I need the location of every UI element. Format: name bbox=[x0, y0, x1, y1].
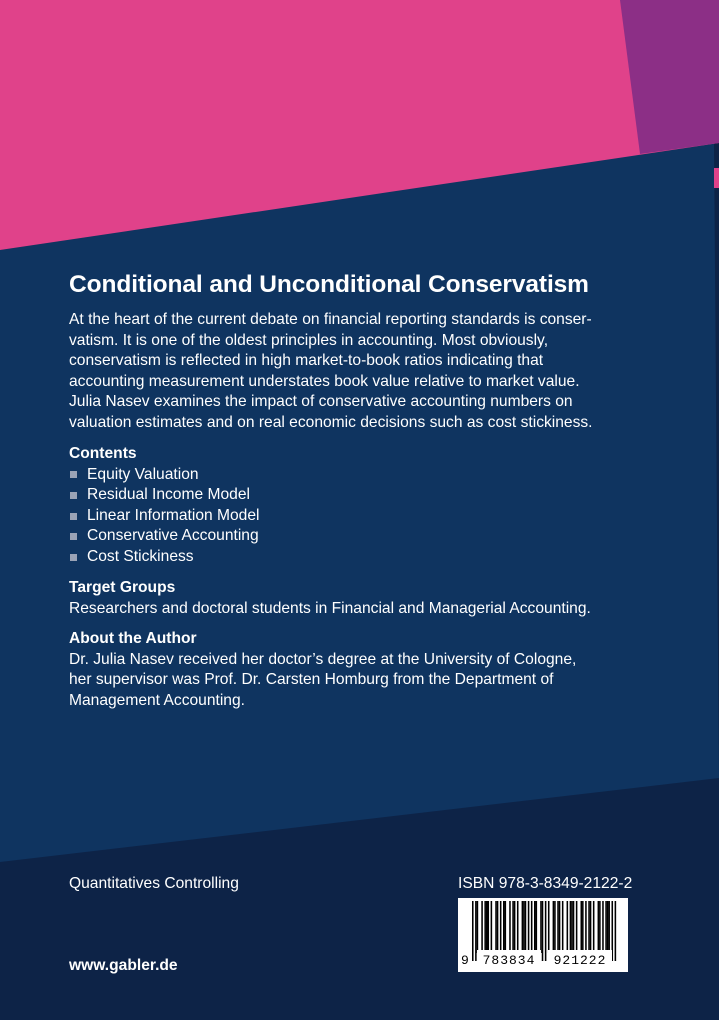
barcode-bar bbox=[491, 901, 493, 953]
intro-line: valuation estimates and on real economic decisions such as cost stickiness. bbox=[69, 413, 593, 431]
list-item-label: Conservative Accounting bbox=[87, 527, 259, 545]
barcode-bar bbox=[608, 901, 610, 953]
barcode-bar bbox=[486, 901, 488, 953]
author-line: Dr. Julia Nasev received her doctor’s degree at the University of Cologne, bbox=[69, 650, 577, 668]
barcode-bar bbox=[571, 901, 573, 953]
list-item bbox=[69, 526, 260, 547]
contents-list bbox=[69, 465, 260, 568]
intro-line: Julia Nasev examines the impact of conservative accounting numbers on bbox=[69, 393, 573, 411]
square-bullet-icon bbox=[70, 513, 77, 520]
barcode-bar bbox=[567, 901, 569, 953]
barcode-bar bbox=[481, 901, 483, 953]
barcode-bar bbox=[477, 901, 479, 953]
barcode-bar bbox=[522, 901, 524, 953]
barcode-first-digit: 9 bbox=[461, 953, 469, 968]
barcode-bar bbox=[573, 901, 575, 953]
list-item-label: Residual Income Model bbox=[87, 486, 250, 504]
barcode-bar bbox=[585, 901, 587, 953]
barcode-bar bbox=[576, 901, 578, 953]
barcode-bar bbox=[598, 901, 600, 953]
barcode-bar bbox=[607, 901, 609, 953]
target-groups-line: Researchers and doctoral students in Financial and Managerial Accounting. bbox=[69, 599, 591, 617]
target-groups-text bbox=[69, 599, 591, 620]
intro-line: At the heart of the current debate on financial reporting standards is conser- bbox=[69, 311, 592, 328]
intro-line: vatism. It is one of the oldest principles in accounting. Most obviously, bbox=[69, 331, 549, 349]
barcode-bar bbox=[517, 901, 519, 953]
barcode-bar bbox=[500, 901, 502, 953]
barcode-bar bbox=[602, 901, 604, 953]
barcode-bar bbox=[497, 901, 499, 953]
list-item-label: Equity Valuation bbox=[87, 465, 199, 483]
pink-edge-mark bbox=[714, 168, 719, 188]
barcode-bar bbox=[536, 901, 538, 953]
barcode-bar bbox=[590, 901, 592, 953]
square-bullet-icon bbox=[70, 533, 77, 540]
square-bullet-icon bbox=[70, 492, 77, 499]
intro-line: accounting measurement understates book value relative to market value. bbox=[69, 372, 580, 390]
barcode-bar bbox=[570, 901, 572, 953]
about-author-section bbox=[69, 629, 576, 711]
list-item bbox=[69, 465, 260, 486]
book-title: Conditional and Unconditional Conservatism bbox=[69, 271, 589, 298]
square-bullet-icon bbox=[70, 471, 77, 478]
list-item bbox=[69, 506, 260, 527]
publisher-website: www.gabler.de bbox=[69, 957, 178, 974]
barcode-bar bbox=[540, 901, 542, 953]
barcode-bar bbox=[523, 901, 525, 953]
about-author-text bbox=[69, 650, 576, 712]
contents-heading: Contents bbox=[69, 445, 137, 462]
intro-paragraph bbox=[69, 310, 639, 434]
barcode-bar bbox=[503, 901, 505, 953]
list-item-label: Cost Stickiness bbox=[87, 547, 194, 565]
contents-section bbox=[69, 444, 260, 568]
barcode-bar bbox=[531, 901, 533, 953]
square-bullet-icon bbox=[70, 554, 77, 561]
barcode-bar bbox=[495, 901, 497, 953]
barcode bbox=[458, 898, 628, 972]
barcode-bar bbox=[525, 901, 527, 953]
barcode-bar bbox=[605, 901, 607, 953]
barcode-bar bbox=[514, 901, 516, 953]
list-item bbox=[69, 485, 260, 506]
barcode-bar bbox=[505, 901, 507, 953]
intro-line: conservatism is reflected in high market-to-book ratios indicating that bbox=[69, 352, 544, 370]
author-line: Management Accounting. bbox=[69, 691, 245, 709]
barcode-bar bbox=[509, 901, 511, 953]
target-groups-section bbox=[69, 578, 591, 619]
barcode-bar bbox=[553, 901, 555, 953]
barcode-bar bbox=[593, 901, 595, 953]
barcode-bar bbox=[484, 901, 486, 953]
barcode-bar bbox=[588, 901, 590, 953]
about-author-heading: About the Author bbox=[69, 630, 197, 647]
barcode-digits bbox=[458, 950, 628, 970]
barcode-bar bbox=[599, 901, 601, 953]
barcode-bar bbox=[548, 901, 550, 953]
barcode-bar bbox=[512, 901, 514, 953]
list-item bbox=[69, 547, 260, 568]
target-groups-heading: Target Groups bbox=[69, 579, 176, 596]
barcode-bar bbox=[557, 901, 559, 953]
series-name: Quantitatives Controlling bbox=[69, 875, 239, 892]
barcode-bar bbox=[581, 901, 583, 953]
isbn-label: ISBN 978-3-8349-2122-2 bbox=[458, 875, 633, 892]
barcode-bar bbox=[559, 901, 561, 953]
barcode-digit-group-right: 921222 bbox=[548, 950, 612, 970]
barcode-bar bbox=[534, 901, 536, 953]
author-line: her supervisor was Prof. Dr. Carsten Homburg from the Department of bbox=[69, 671, 554, 689]
barcode-bar bbox=[582, 901, 584, 953]
barcode-digit-group-left: 783834 bbox=[477, 950, 541, 970]
barcode-bar bbox=[562, 901, 564, 953]
barcode-bar bbox=[528, 901, 530, 953]
barcode-bar bbox=[554, 901, 556, 953]
barcode-bar bbox=[488, 901, 490, 953]
list-item-label: Linear Information Model bbox=[87, 506, 260, 524]
